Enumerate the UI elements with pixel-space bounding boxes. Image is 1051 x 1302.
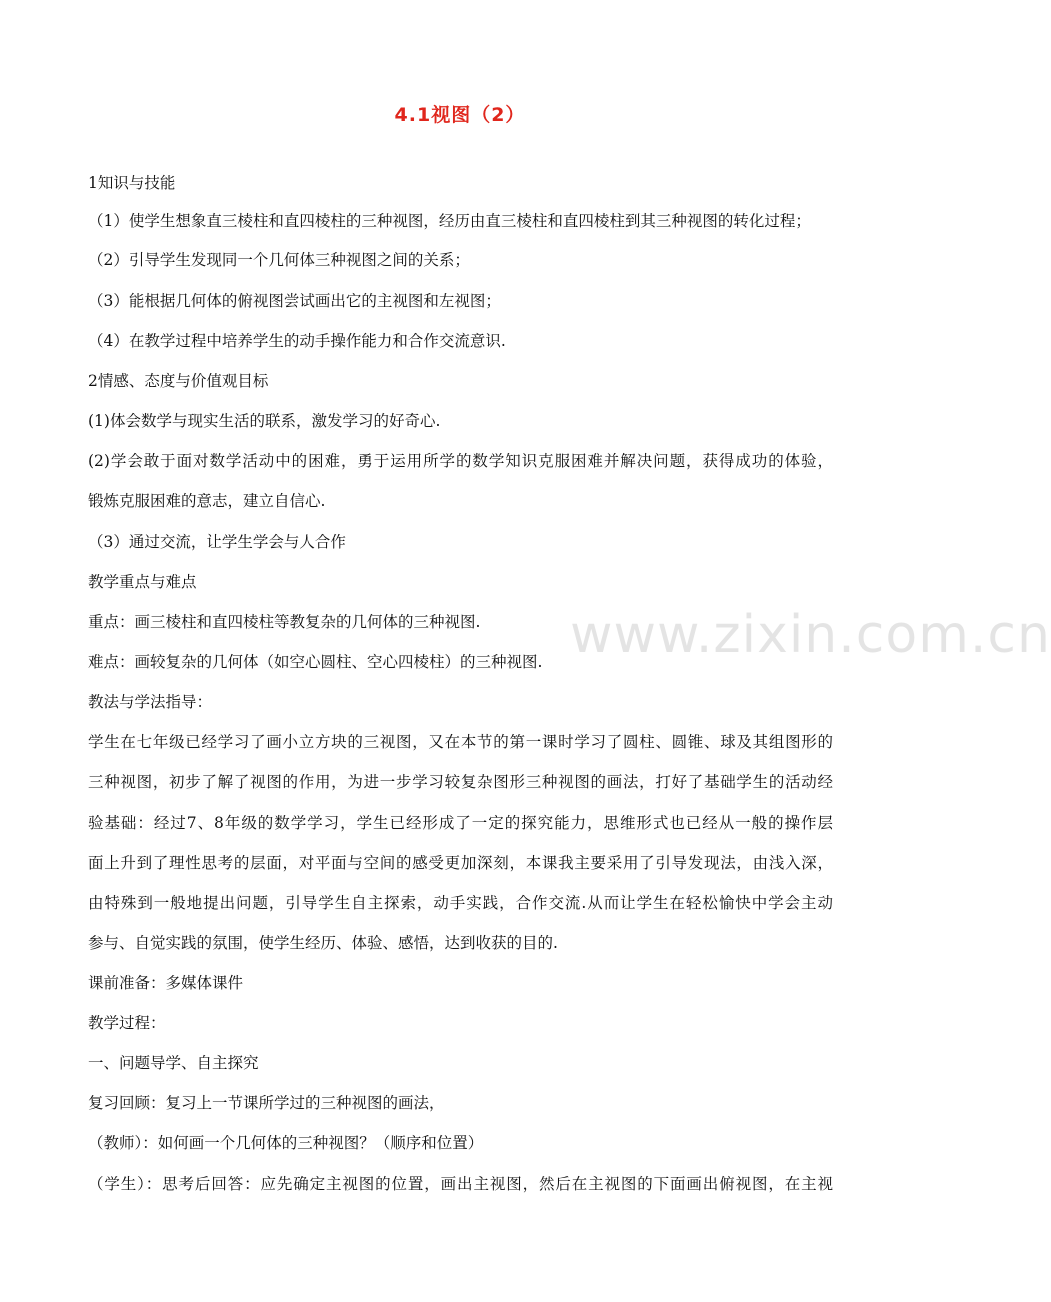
section-heading-method: 教法与学法指导： — [88, 693, 213, 711]
objective-item-2: （2）引导学生发现同一个几何体三种视图之间的关系； — [88, 251, 470, 269]
section-heading-teaching-process: 教学过程： — [88, 1014, 166, 1032]
teacher-question: （教师）：如何画一个几何体的三种视图？（顺序和位置） — [88, 1134, 484, 1152]
document-title: 4.1视图（2） — [394, 104, 526, 126]
attitude-item-2-continued: 锻炼克服困难的意志，建立自信心. — [88, 492, 326, 510]
key-point: 重点：画三棱柱和直四棱柱等教复杂的几何体的三种视图. — [88, 613, 481, 631]
objective-item-3: （3）能根据几何体的俯视图尝试画出它的主视图和左视图； — [88, 292, 501, 310]
objective-item-4: （4）在教学过程中培养学生的动手操作能力和合作交流意识. — [88, 332, 506, 350]
attitude-item-2: (2)学会敢于面对数学活动中的困难，勇于运用所学的数学知识克服困难并解决问题，获得成功的体验， — [88, 452, 833, 470]
review-line: 复习回顾：复习上一节课所学过的三种视图的画法， — [88, 1094, 445, 1112]
method-paragraph-line-4: 面上升到了理性思考的层面，对平面与空间的感受更加深刻，本课我主要采用了引导发现法，由浅入深， — [88, 854, 833, 872]
section-heading-knowledge-skills: 1知识与技能 — [88, 174, 176, 192]
objective-item-1: （1）使学生想象直三棱柱和直四棱柱的三种视图，经历由直三棱柱和直四棱柱到其三种视图的转化过程； — [88, 212, 811, 230]
attitude-item-3: （3）通过交流，让学生学会与人合作 — [88, 533, 346, 551]
method-paragraph-line-2: 三种视图，初步了解了视图的作用，为进一步学习较复杂图形三种视图的画法，打好了基础学生的活动经 — [88, 773, 833, 791]
process-step-heading: 一、问题导学、自主探究 — [88, 1054, 259, 1072]
method-paragraph-line-3: 验基础：经过7、8年级的数学学习，学生已经形成了一定的探究能力，思维形式也已经从一般的操作层 — [88, 814, 833, 832]
method-paragraph-line-1: 学生在七年级已经学习了画小立方块的三视图，又在本节的第一课时学习了圆柱、圆锥、球及其组图形的 — [88, 733, 833, 751]
attitude-item-1: (1)体会数学与现实生活的联系，激发学习的好奇心. — [88, 412, 441, 430]
method-paragraph-line-5: 由特殊到一般地提出问题，引导学生自主探索，动手实践，合作交流.从而让学生在轻松愉快中学会主动 — [88, 894, 833, 912]
section-heading-key-points: 教学重点与难点 — [88, 573, 197, 591]
section-heading-attitude-values: 2情感、态度与价值观目标 — [88, 372, 269, 390]
method-paragraph-line-6: 参与、自觉实践的氛围，使学生经历、体验、感悟，达到收获的目的. — [88, 934, 558, 952]
watermark: www.zixin.com.cn — [570, 605, 1051, 665]
difficult-point: 难点：画较复杂的几何体（如空心圆柱、空心四棱柱）的三种视图. — [88, 653, 543, 671]
preparation: 课前准备：多媒体课件 — [88, 974, 244, 992]
student-answer: （学生）：思考后回答：应先确定主视图的位置，画出主视图，然后在主视图的下面画出俯视图，在主视 — [88, 1175, 833, 1193]
